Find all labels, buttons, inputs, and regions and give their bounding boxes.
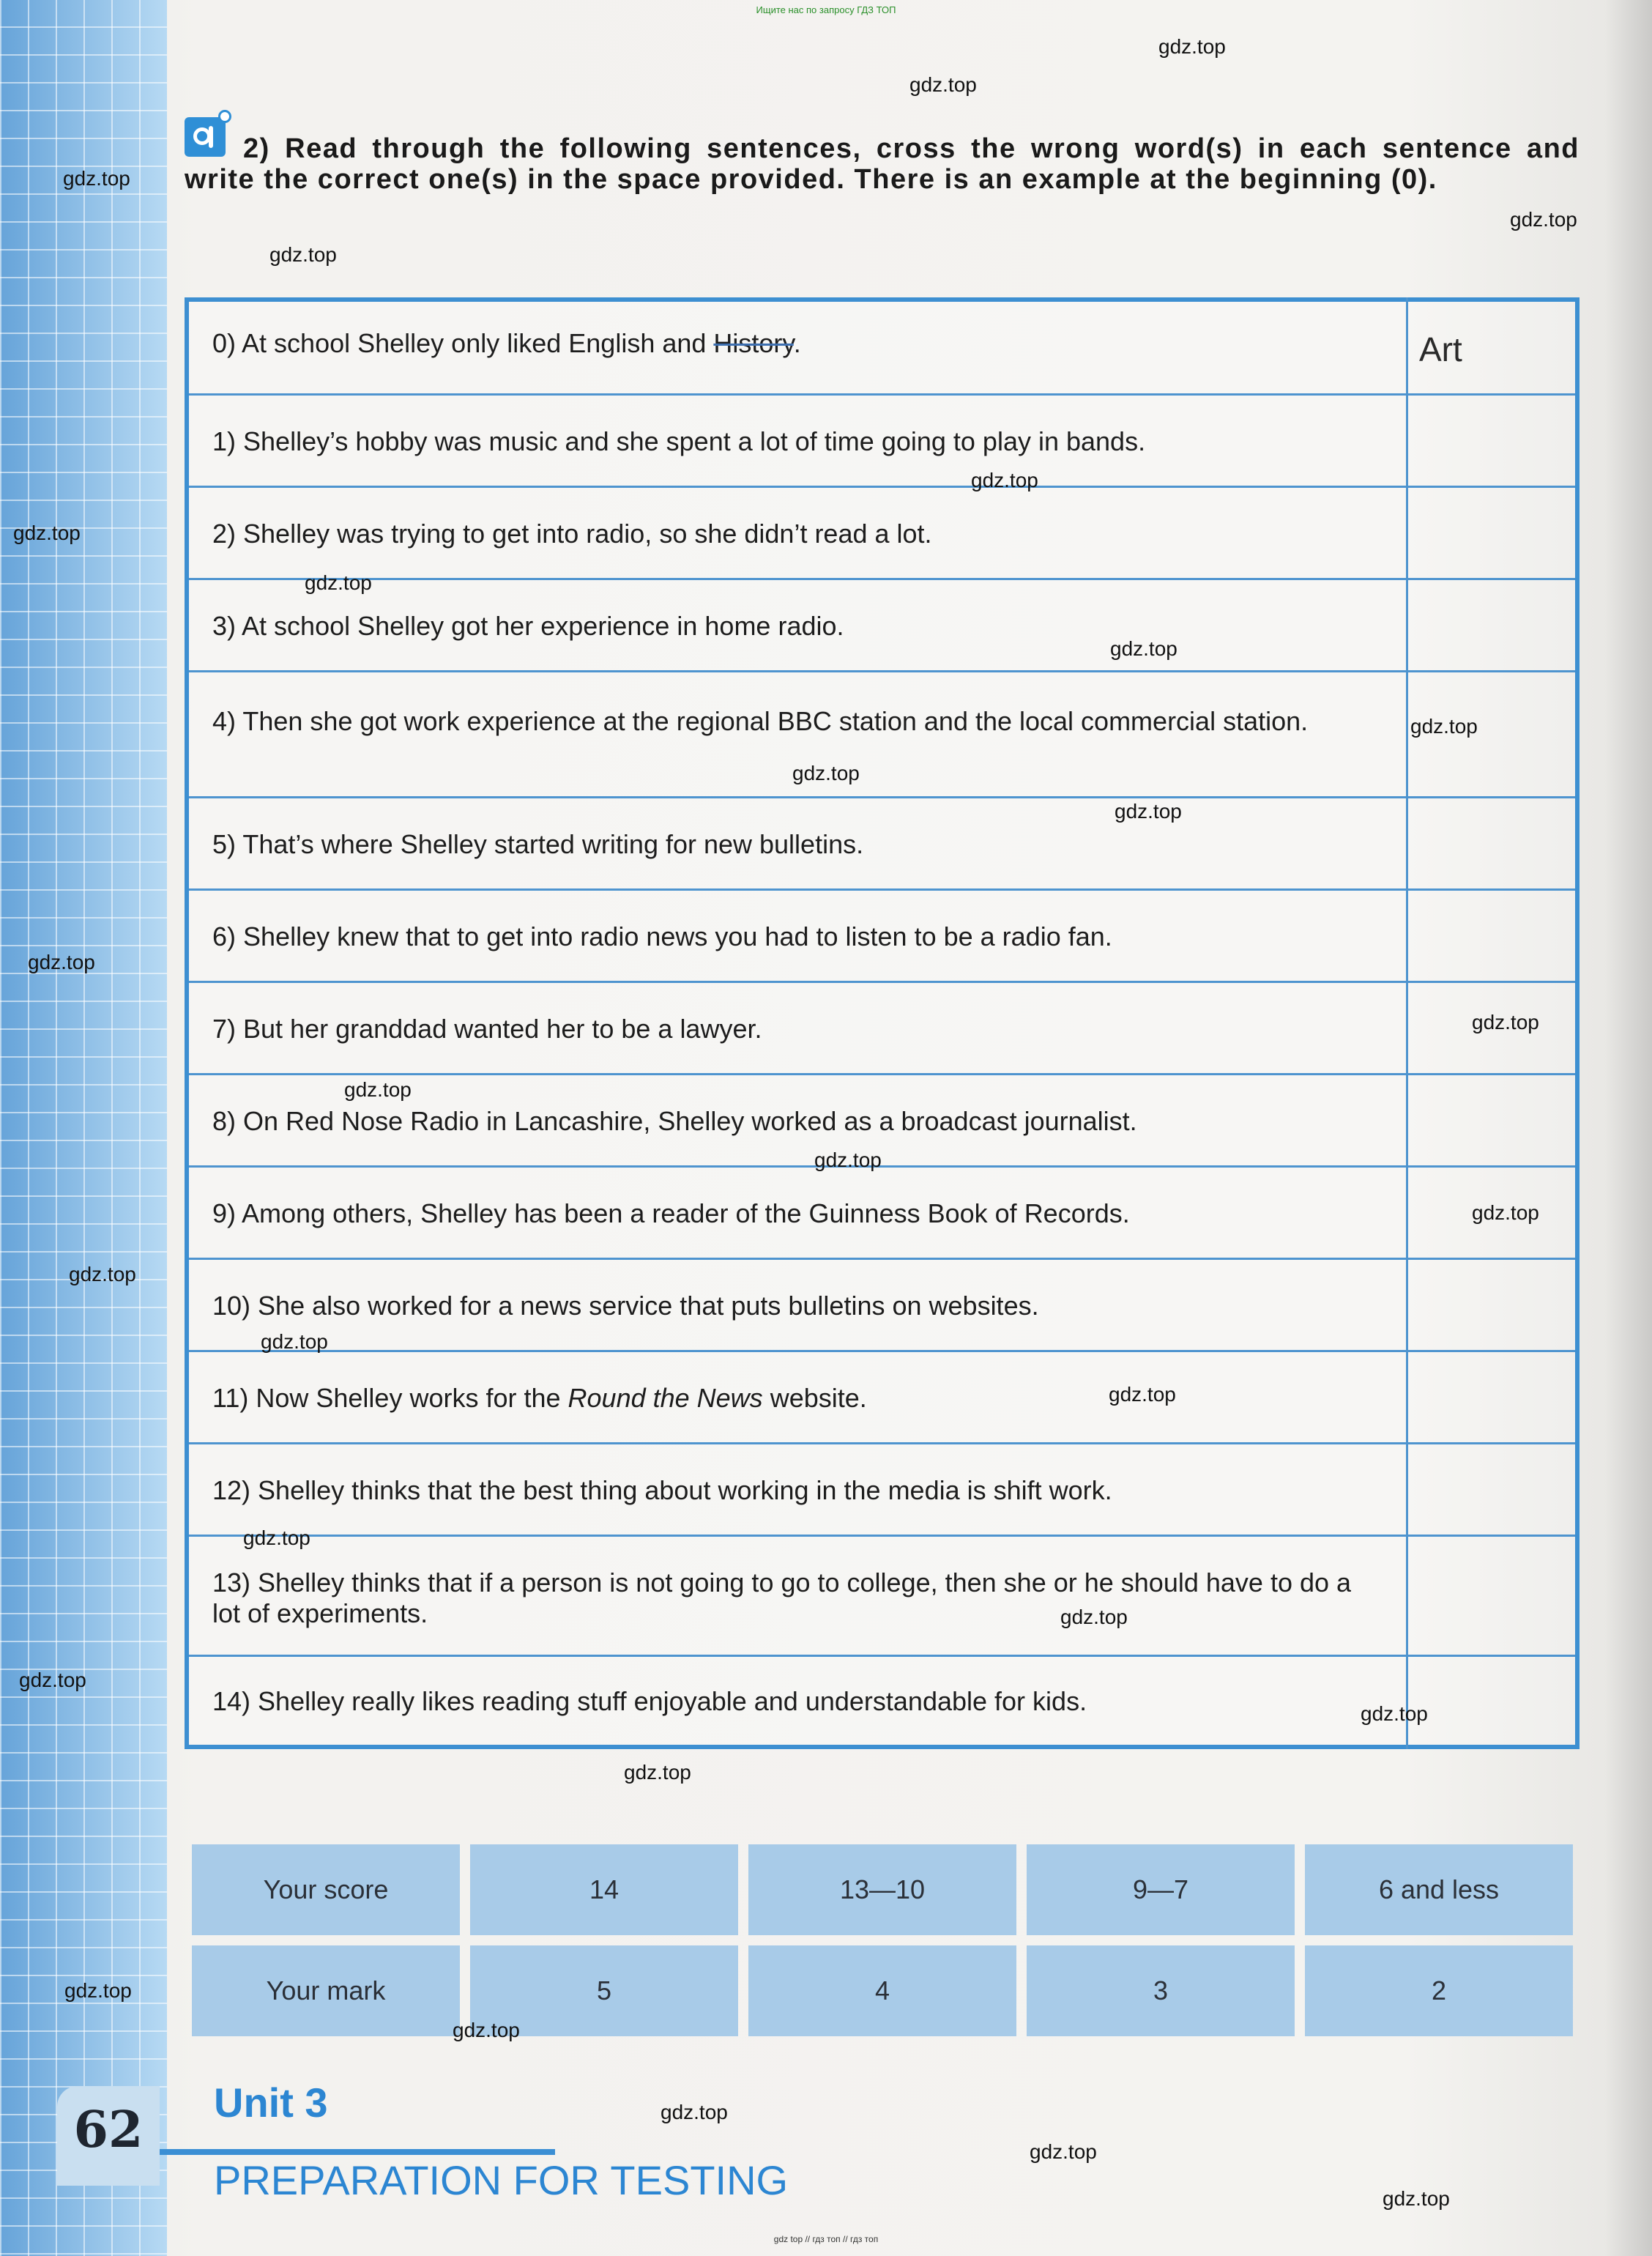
watermark: gdz.top: [1472, 1011, 1539, 1034]
watermark: gdz.top: [1030, 2140, 1097, 2163]
sentence-text: 6) Shelley knew that to get into radio news you had to listen to be a radio fan.: [212, 921, 1112, 951]
watermark: gdz.top: [1060, 1606, 1128, 1628]
sentence-text: 1) Shelley’s hobby was music and she spent a lot of time going to play in bands.: [212, 426, 1146, 456]
watermark: gdz.top: [1361, 1702, 1428, 1725]
sentence-text: 4) Then she got work experience at the regional BBC station and the local commercial station.: [212, 706, 1309, 736]
watermark: gdz.top: [1109, 1383, 1176, 1406]
score-label-cell: Your score: [192, 1844, 460, 1935]
sentence-part: 0) At school Shelley only liked English and: [212, 328, 714, 358]
score-cell: 14: [470, 1844, 738, 1935]
watermark: gdz.top: [305, 571, 372, 594]
page-fold-shadow: [1605, 0, 1652, 2256]
mark-cell: 4: [748, 1945, 1016, 2036]
sentence-text: 14) Shelley really likes reading stuff enjoyable and understandable for kids.: [212, 1686, 1087, 1716]
sentence-text: 13) Shelley thinks that if a person is not going to go to college, then she or he should have to do a lot of experiments.: [212, 1567, 1352, 1628]
bottom-note: gdz top // гдз топ // гдз топ: [773, 2234, 879, 2244]
watermark: gdz.top: [1110, 637, 1177, 660]
mark-cell: 2: [1305, 1945, 1573, 2036]
watermark: gdz.top: [1472, 1201, 1539, 1224]
sentence-text: 12) Shelley thinks that the best thing about working in the media is shift work.: [212, 1475, 1112, 1505]
watermark: gdz.top: [261, 1330, 328, 1353]
table-row: [189, 580, 1575, 672]
sentence-text: 9) Among others, Shelley has been a reader of the Guinness Book of Records.: [212, 1198, 1130, 1228]
sentence-text: 7) But her granddad wanted her to be a lawyer.: [212, 1014, 762, 1044]
table-row: [189, 798, 1575, 891]
mark-cell: 5: [470, 1945, 738, 2036]
table-row: [189, 1537, 1575, 1657]
watermark: gdz.top: [13, 522, 81, 544]
watermark: gdz.top: [64, 1979, 132, 2002]
watermark: gdz.top: [971, 469, 1038, 491]
score-cell: 13—10: [748, 1844, 1016, 1935]
section-title: PREPARATION FOR TESTING: [214, 2157, 789, 2203]
task-dot-icon: [218, 110, 231, 123]
page-number: 62: [73, 2101, 144, 2159]
sentence-text: 2) Shelley was trying to get into radio, so she didn’t read a lot.: [212, 519, 932, 549]
table-row: [189, 488, 1575, 580]
sentence-part: website.: [762, 1383, 867, 1413]
sentence-part: .: [793, 328, 801, 358]
watermark: gdz.top: [28, 951, 95, 973]
table-row: [189, 983, 1575, 1075]
struck-word: History: [713, 328, 794, 358]
table-row: [189, 1352, 1575, 1444]
watermark: gdz.top: [1510, 208, 1577, 231]
watermark: gdz.top: [624, 1761, 691, 1784]
margin-grid-decoration: [0, 0, 167, 2256]
mark-cell: 3: [1027, 1945, 1295, 2036]
watermark: gdz.top: [1410, 715, 1478, 738]
sentence-text: 10) She also worked for a news service that puts bulletins on websites.: [212, 1291, 1039, 1321]
watermark: gdz.top: [344, 1078, 412, 1101]
table-row: [189, 1657, 1575, 1745]
instruction-text: 2) Read through the following sentences, cross the wrong word(s) in each sentence and write the correct one(s) in the space provided. There is an example at the beginning (0).: [185, 133, 1580, 195]
table-row: [189, 891, 1575, 983]
watermark: gdz.top: [243, 1526, 310, 1549]
watermark: gdz.top: [63, 167, 130, 190]
watermark: gdz.top: [792, 762, 860, 784]
mark-label-cell: Your mark: [192, 1945, 460, 2036]
table-row: [189, 672, 1575, 798]
table-row: [189, 1260, 1575, 1352]
sentence-text: 8) On Red Nose Radio in Lancashire, Shelley worked as a broadcast journalist.: [212, 1106, 1137, 1136]
unit-title: Unit 3: [214, 2079, 328, 2126]
watermark: gdz.top: [814, 1149, 882, 1171]
watermark: gdz.top: [69, 1263, 136, 1285]
sentence-text: [212, 328, 1363, 359]
table-row: [189, 1168, 1575, 1260]
watermark: gdz.top: [661, 2101, 728, 2123]
watermark: gdz.top: [1158, 35, 1226, 58]
table-row: [189, 1444, 1575, 1537]
sentence-part: 11) Now Shelley works for the: [212, 1383, 568, 1413]
sentence-text: 5) That’s where Shelley started writing for new bulletins.: [212, 829, 864, 859]
watermark: gdz.top: [19, 1669, 86, 1691]
sentence-text: 3) At school Shelley got her experience in home radio.: [212, 611, 844, 641]
sentence-text: [212, 1383, 1363, 1414]
watermark: gdz.top: [453, 2019, 520, 2041]
score-cell: 9—7: [1027, 1844, 1295, 1935]
score-cell: 6 and less: [1305, 1844, 1573, 1935]
watermark: gdz.top: [1383, 2187, 1450, 2210]
answer-field[interactable]: Art: [1419, 330, 1462, 368]
website-name: Round the News: [568, 1383, 763, 1413]
task-instruction: [185, 133, 1580, 195]
table-row: [189, 396, 1575, 488]
watermark: gdz.top: [1115, 800, 1182, 823]
table-row: [189, 302, 1575, 396]
top-note: Ищите нас по запросу ГДЗ ТОП: [756, 4, 896, 15]
footer-divider: [160, 2149, 555, 2155]
watermark: gdz.top: [269, 243, 337, 266]
watermark: gdz.top: [909, 73, 977, 96]
